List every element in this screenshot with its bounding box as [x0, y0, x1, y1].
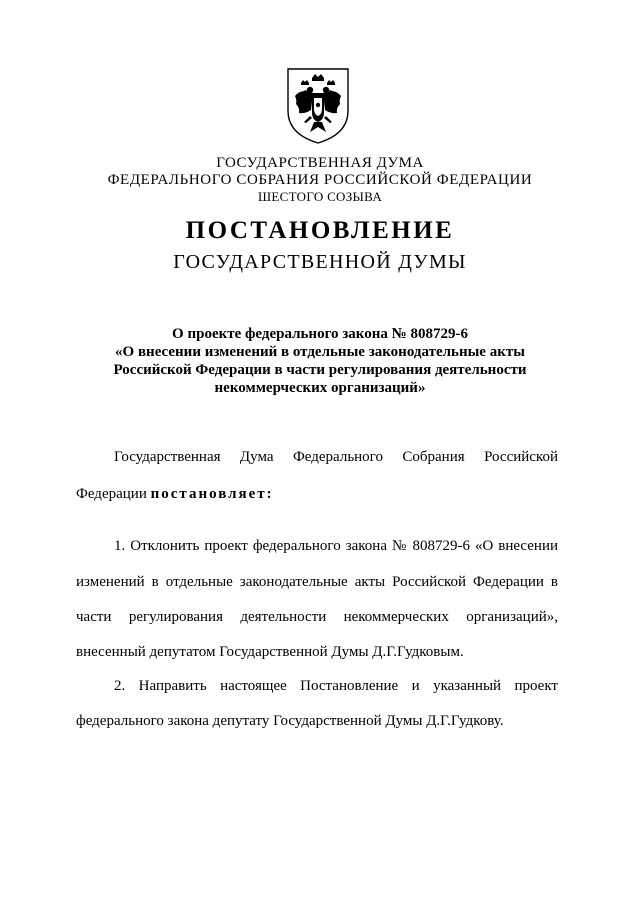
decree-verb: постановляет: [150, 486, 274, 502]
issuer-name-line-2: ФЕДЕРАЛЬНОГО СОБРАНИЯ РОССИЙСКОЙ ФЕДЕРАЦИИ [107, 172, 533, 188]
subject-line: некоммерческих организаций» [214, 380, 426, 396]
intro-line-2 [76, 485, 558, 503]
subject-line: О проекте федерального закона № 808729-6 [172, 326, 468, 342]
item1-line-2: изменений в отдельные законодательные акты Российской Федерации в [76, 574, 558, 590]
issuer-name-line-1: ГОСУДАРСТВЕННАЯ ДУМА [216, 155, 424, 171]
item2-line-1: 2. Направить настоящее Постановление и указанный проект [114, 678, 558, 694]
intro-line-1: Государственная Дума Федерального Собрания Российской [114, 449, 558, 465]
item1-line-4: внесенный депутатом Государственной Думы Д.Г.Гудковым. [76, 644, 464, 660]
convocation-line: ШЕСТОГО СОЗЫВА [257, 189, 383, 204]
item2-line-2: федерального закона депутату Государственной Думы Д.Г.Гудкову. [76, 713, 504, 729]
item1-line-1: 1. Отклонить проект федерального закона № 808729-6 «О внесении [114, 538, 558, 554]
intro-word: Федерации [76, 486, 147, 502]
document-issuer-title: ГОСУДАРСТВЕННОЙ ДУМЫ [173, 251, 467, 273]
document-type-title: ПОСТАНОВЛЕНИЕ [185, 217, 455, 244]
subject-line: «О внесении изменений в отдельные законодательные акты [115, 344, 525, 360]
resolution-subject [80, 325, 560, 397]
subject-line: Российской Федерации в части регулирования деятельности [113, 362, 527, 378]
item1-line-3: части регулирования деятельности некоммерческих организаций», [76, 609, 558, 625]
coat-of-arms-emblem-icon [283, 66, 353, 146]
